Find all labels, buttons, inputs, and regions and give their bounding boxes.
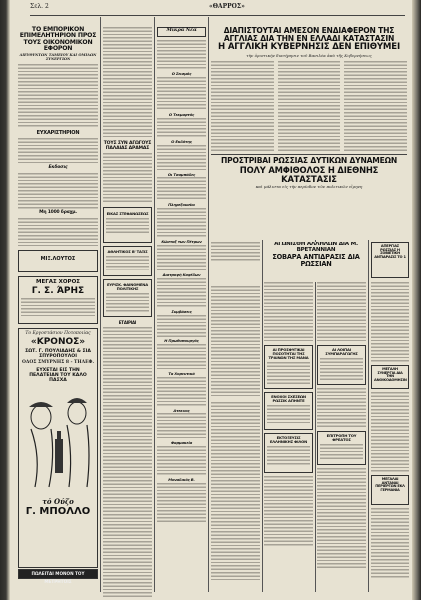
column-5 (264, 282, 313, 592)
soviet-box (371, 242, 409, 278)
refugee-box-title: ΑΙ ΠΡΟΣΦΥΓΙΚΑΙ ΠΟΣΟΤΗΤΑΙ ΤΗΣ ΤΡΑΙΝΩΝ ΤΗΣ ΜΑΝΑ (268, 347, 309, 360)
relations-box (264, 392, 313, 430)
section-thanks: ΕΥΧΑΡΙΣΤΗΡΙΟΝ (36, 130, 80, 137)
kronos-address: ΟΔΟΣ ΣΜΥΡΝΗΣ 8 - ΤΗΛΕΦ. (21, 359, 95, 365)
news-item-8: Συμβάσεις (171, 309, 192, 315)
ouzo-illustration (21, 387, 97, 497)
notice-box-3 (103, 279, 152, 317)
lead-headline: ΔΙΑΠΙΣΤΟΥΤΑΙ ΑΜΕΣΟΝ ΕΝΔΙΑΦΕΡΟΝ ΤΗΣ ΑΓΓΛΙΑΣ ΔΙΑ ΤΗΝ ΕΝ ΕΛΛΑΔΙ ΚΑΤΑΣΤΑΣΙΝ (223, 26, 395, 43)
scan-left-edge (0, 0, 10, 600)
column-3 (157, 17, 206, 597)
kronos-owner: ΣΩΤ. Γ. ΠΟΥΛΙΑΔΗΣ & ΣΙΑ ΣΠΥΡΟΠΟΥΛΟΙ (25, 348, 91, 359)
ouzo-brand: Γ. ΜΠΟΛΛΟ (25, 505, 91, 517)
section-companies: ΕΤΑΙΡΙΑΙ (118, 320, 137, 326)
notice-box-2 (103, 246, 152, 276)
scan-right-edge (412, 0, 421, 600)
dance-ad (18, 276, 98, 324)
ad-footer: ΠΩΛΕΙΤΑΙ ΜΟΝΟΝ ΤΟΥ ΜΕΤΡΗΤΟΙΣ (31, 570, 85, 584)
russia-headline: ΑΓΩΝΙΣΘΗ ΑΛΛΗΛΩΝ ΔΙΑ Μ. ΒΡΕΤΑΝΝΙΑΝ (274, 242, 358, 253)
relations-box-title: ΕΝΟΧΟΙ ΣΧΕΣΕΩΝ ΡΩΣΣΙΚ ΑΠΗΝΤΕ (271, 394, 306, 403)
notice-box-1-title: ΕΙΚΑΣ ΣΤΕΦΑΝΩΣΕΩΣ (106, 211, 149, 217)
germany-box-title: ΜΕΓΑΛΑΙ ΑΝΤΑΝΑΙ ΠΕΡΙΕΡΓΩΝ ΕΚΛ ΓΕΡΜΑΝΙΑ (375, 477, 405, 492)
cooperation-box (371, 365, 409, 389)
kronos-brand: «ΚΡΟΝΟΣ» (30, 336, 86, 347)
greek-box (264, 433, 313, 473)
mixed-ad-box (18, 250, 98, 272)
greek-box-title: ΕΚΤΟΞΕΥΣΙΣ ΕΛΛΗΝΙΚΗΣ ΦΙΛΟΝ (269, 435, 308, 444)
news-item-2: Ο Τεκμαρτός (168, 111, 195, 117)
section-drachmas: Μη 1000 δραχμ. (39, 209, 77, 215)
news-item-7: Διατροφή Καφέδων (162, 272, 201, 278)
production-box (317, 345, 366, 385)
notice-box-3-title: ΕΥΡΙΣΚ. ΦΑΙΝΟΜΕΝΑ ΠΟΛΙΤΙΚΗΣ (107, 282, 148, 292)
page-number: Σελ. 2 (30, 3, 49, 10)
headline-chamber: ΤΟ ΕΜΠΟΡΙΚΟΝ ΕΠΙΜΕΛΗΤΗΡΙΟΝ ΠΡΟΣ ΤΟΥΣ ΟΙΚΟΝΟΜΙΚΟΝ ΕΦΟΡΟΝ (19, 26, 97, 52)
mixed-ad-title: ΜΙΞ.ΛΟΥΤΟΣ (40, 255, 76, 262)
cooperation-box-title: ΜΕΓΑΛΗ ΣΥΝΕΡΓΙΑ ΔΙΑ ΤΗΝ ΑΝΟΙΚΟΔΟΜΗΣΙΝ (374, 367, 407, 382)
newspaper-title: «ΘΑΡΡΟΣ» (208, 3, 245, 10)
workshop-title: Το Εργοστάσιον Ποτοποιίας (25, 330, 91, 336)
subhead-chamber: ΔΙΕΥΘΥΝΤΩΝ ΤΑΜΕΙΟΥ ΚΑΙ ΟΜΙΛΩΝ ΣΥΝΕΡΓΙΩΝ (19, 53, 97, 62)
second-headline-2: ΠΟΛΥ ΑΜΦΙΘΟΛΟΣ Η ΔΙΕΘΝΗΣ ΚΑΤΑΣΤΑΣΙΣ (239, 164, 379, 184)
kronos-ad (18, 328, 98, 568)
column-2 (103, 17, 152, 597)
dance-title: ΜΕΓΑΣ ΧΟΡΟΣ (35, 278, 81, 285)
kronos-wishes: ΕΥΧΕΤΑΙ ΕΙΣ ΤΗΝ ΠΕΛΑΤΕΙΑΝ ΤΟΥ ΚΑΛΟ ΠΑΣΧΑ (29, 367, 87, 383)
soviet-box-title: ΑΠΕΡΓΙΑΣ ΡΩΣΣΙΑΣ Η ΣΟΒΙΕΤΙΚΗ ΑΝΤΙΔΡΑΣΙΣ ΤΟ 1 (374, 244, 406, 259)
column-1 (18, 17, 98, 597)
news-item-1: Ο Σεισμός (171, 71, 192, 76)
ouzo-slogan: τό Ούζο (42, 496, 74, 506)
news-item-9: Η Πρωθυπουργός (164, 337, 199, 343)
ad-footer-box (18, 569, 98, 584)
news-title-box (157, 27, 206, 37)
russia-story (264, 242, 368, 282)
second-headline: ΠΡΟΣΤΡΙΒΑΙ ΡΩΣΣΙΑΣ ΔΥΤΙΚΩΝ ΔΥΝΑΜΕΩΝ (220, 156, 398, 166)
notice-box-2-title: ΑΘΛΗΤΙΚΟΣ Β' ΤΑΞΙΣ (107, 249, 148, 255)
column-6 (317, 282, 366, 592)
news-item-11: Ατεκνος (173, 407, 190, 413)
section-edition: Εκδοσις (48, 165, 68, 171)
news-item-5: Πληρεξουσίοι (168, 202, 195, 208)
production-box-title: ΑΙ ΛΟΙΠΑΙ ΣΥΜΠΑΡΑΓΩΓΗΣ (325, 347, 358, 356)
news-title: Μικρά Νέα (166, 27, 197, 33)
news-item-3: Ο Εκδότης (171, 138, 192, 144)
well-box (317, 431, 366, 465)
column-7 (371, 242, 409, 592)
news-item-6: Κώσταξ των Πέτρων (161, 239, 202, 245)
news-item-10: Τα Χορευτικά (168, 370, 195, 376)
russia-headline-2: ΣΟΒΑΡΑ ΑΝΤΙΔΡΑΣΙΣ ΔΙΑ ΡΩΣΣΙΑΝ (272, 253, 360, 269)
second-subhead: καὶ μάλιστα εἰς τὴν περίοδον τῶν πολιτικῶν εἴρηνη (255, 184, 363, 190)
refugee-box (264, 345, 313, 389)
headline-drama: ΤΟΥΣ ΣΥΝ ΑΓΩΓΟΥΣ ΠΑΛΑΙΑΣ ΔΡΑΜΑΣ (103, 141, 152, 151)
news-item-12: Φαρμακεία (170, 440, 193, 446)
lead-headline-2: Η ΑΓΓΛΙΚΗ ΚΥΒΕΡΝΗΣΙΣ ΔΕΝ ΕΠΙΘΥΜΕΙ (218, 42, 400, 53)
well-box-title: ΕΠΙΤΡΟΠΗ ΤΟΥ ΦΡΕΑΤΟΣ (326, 433, 357, 442)
lead-story (211, 17, 407, 242)
column-4 (211, 242, 260, 592)
page-header (30, 3, 405, 16)
dance-org: Γ. Σ. ΆΡΗΣ (31, 285, 85, 296)
news-item-4: Οι Τσαμπάδες (167, 171, 196, 177)
germany-box (371, 475, 409, 505)
notice-box-1 (103, 207, 152, 243)
lead-subhead: τὴν ὀριστικήν διατήρησιν τοῦ Βασιλέα ἀπὸ τῆς Κυβερνήσεως (246, 53, 372, 59)
news-item-13: Μοναδικός Β. (168, 477, 195, 483)
